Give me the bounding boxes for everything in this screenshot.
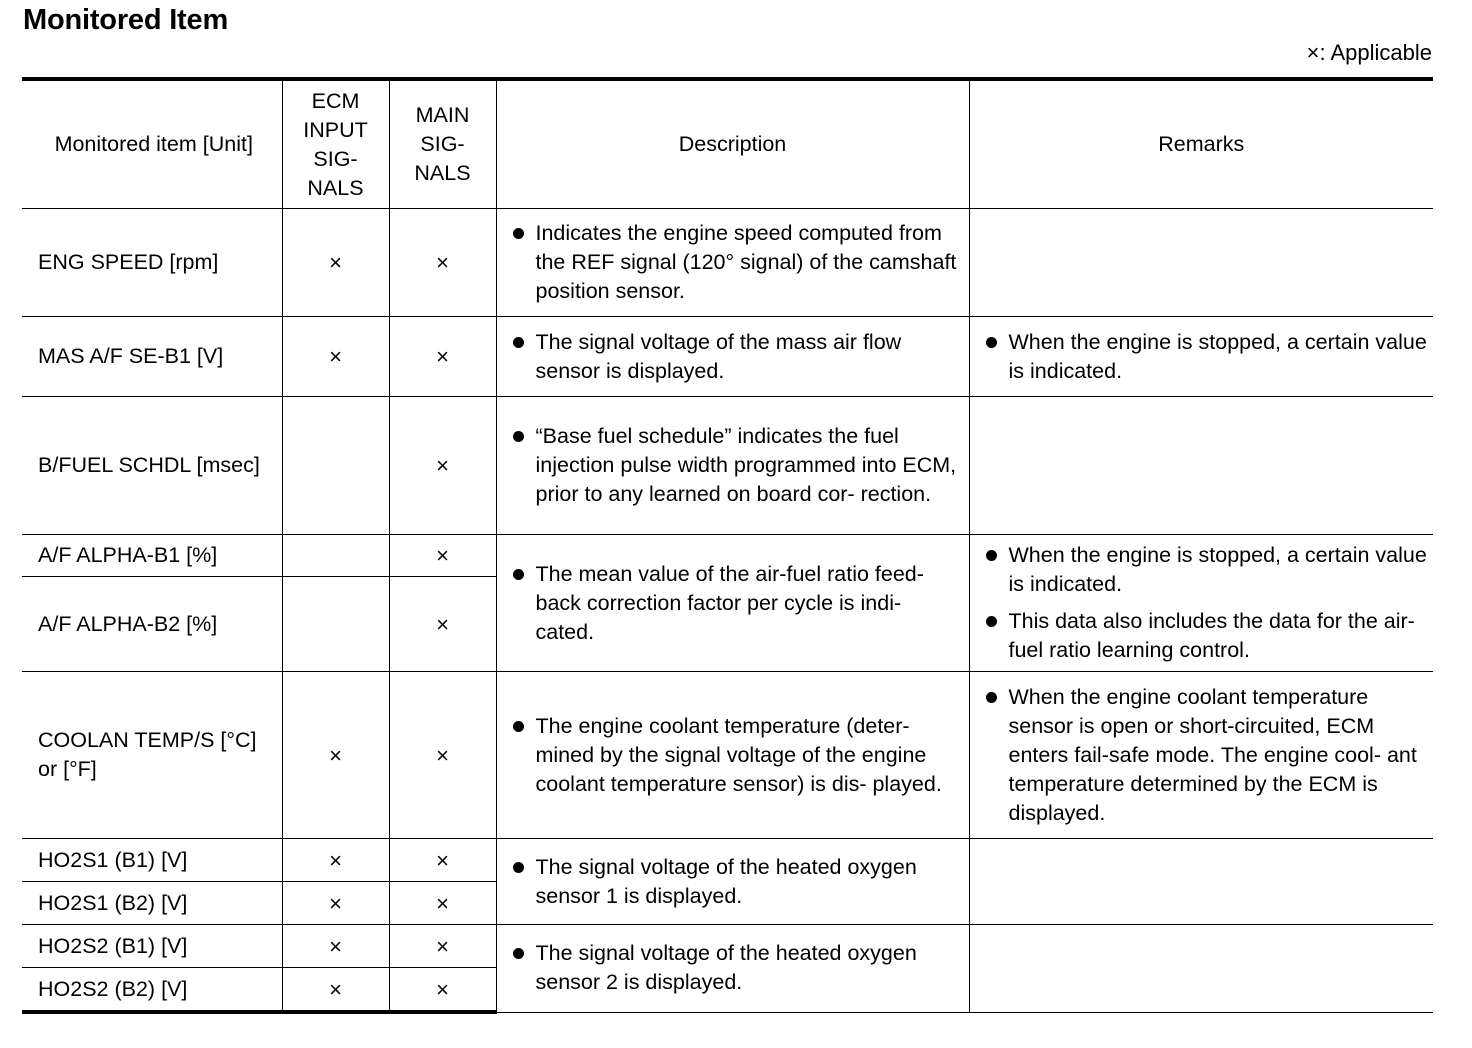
ecm-input-mark: × bbox=[282, 882, 389, 925]
remarks-bullet: When the engine is stopped, a certain value is indicated. bbox=[984, 541, 1428, 599]
table-row bbox=[22, 397, 1433, 535]
remarks-cell bbox=[969, 925, 1433, 1013]
page-title: Monitored Item bbox=[23, 4, 229, 36]
remarks-cell bbox=[969, 672, 1433, 839]
main-signal-mark: × bbox=[389, 209, 496, 317]
header-remarks: Remarks bbox=[969, 79, 1433, 209]
main-signal-mark: × bbox=[389, 839, 496, 882]
ecm-input-mark bbox=[282, 397, 389, 535]
item-name: HO2S1 (B1) [V] bbox=[22, 839, 282, 882]
description-cell bbox=[496, 839, 969, 925]
item-name: HO2S2 (B2) [V] bbox=[22, 968, 282, 1013]
table-row bbox=[22, 839, 1433, 882]
remarks-cell bbox=[969, 209, 1433, 317]
main-signal-mark: × bbox=[389, 882, 496, 925]
table-row bbox=[22, 317, 1433, 397]
main-signal-mark: × bbox=[389, 317, 496, 397]
description-cell bbox=[496, 209, 969, 317]
table-row bbox=[22, 535, 1433, 577]
header-ecm-input-signals: ECM INPUT SIG- NALS bbox=[282, 79, 389, 209]
item-name: MAS A/F SE-B1 [V] bbox=[22, 317, 282, 397]
remarks-bullet: When the engine is stopped, a certain value is indicated. bbox=[984, 328, 1428, 386]
main-signal-mark: × bbox=[389, 968, 496, 1013]
remarks-cell bbox=[969, 839, 1433, 925]
remarks-cell bbox=[969, 397, 1433, 535]
item-name: HO2S1 (B2) [V] bbox=[22, 882, 282, 925]
ecm-input-mark: × bbox=[282, 672, 389, 839]
description-bullet: The engine coolant temperature (deter- mined by the signal voltage of the engine coolant temperature sensor) is dis- played. bbox=[511, 712, 963, 799]
ecm-input-mark: × bbox=[282, 925, 389, 968]
description-bullet: Indicates the engine speed computed from the REF signal (120° signal) of the camshaft position sensor. bbox=[511, 219, 963, 306]
description-cell bbox=[496, 397, 969, 535]
monitored-item-table bbox=[22, 77, 1433, 1014]
main-signal-mark: × bbox=[389, 577, 496, 672]
header-description: Description bbox=[496, 79, 969, 209]
ecm-input-mark bbox=[282, 577, 389, 672]
remarks-bullet: This data also includes the data for the air-fuel ratio learning control. bbox=[984, 607, 1428, 665]
description-bullet: The signal voltage of the mass air flow sensor is displayed. bbox=[511, 328, 963, 386]
remarks-cell bbox=[969, 535, 1433, 672]
item-name: COOLAN TEMP/S [°C] or [°F] bbox=[22, 672, 282, 839]
description-cell bbox=[496, 317, 969, 397]
ecm-input-mark: × bbox=[282, 839, 389, 882]
applicable-legend: ×: Applicable bbox=[1306, 40, 1432, 65]
ecm-input-mark: × bbox=[282, 317, 389, 397]
description-cell bbox=[496, 925, 969, 1013]
description-bullet: The signal voltage of the heated oxygen sensor 2 is displayed. bbox=[511, 939, 963, 997]
description-bullet: “Base fuel schedule” indicates the fuel injection pulse width programmed into ECM, prior to any learned on board cor- rection. bbox=[511, 422, 963, 509]
main-signal-mark: × bbox=[389, 925, 496, 968]
table-row bbox=[22, 672, 1433, 839]
main-signal-mark: × bbox=[389, 535, 496, 577]
ecm-input-mark bbox=[282, 535, 389, 577]
item-name: HO2S2 (B1) [V] bbox=[22, 925, 282, 968]
item-name: ENG SPEED [rpm] bbox=[22, 209, 282, 317]
table-row bbox=[22, 925, 1433, 968]
header-main-signals: MAIN SIG- NALS bbox=[389, 79, 496, 209]
description-cell bbox=[496, 535, 969, 672]
item-name: A/F ALPHA-B2 [%] bbox=[22, 577, 282, 672]
header-monitored-item: Monitored item [Unit] bbox=[22, 79, 282, 209]
main-signal-mark: × bbox=[389, 397, 496, 535]
ecm-input-mark: × bbox=[282, 209, 389, 317]
table-row bbox=[22, 209, 1433, 317]
ecm-input-mark: × bbox=[282, 968, 389, 1013]
description-bullet: The mean value of the air-fuel ratio feed- back correction factor per cycle is indi- cated. bbox=[511, 560, 963, 647]
description-bullet: The signal voltage of the heated oxygen sensor 1 is displayed. bbox=[511, 853, 963, 911]
table-header-row bbox=[22, 79, 1433, 209]
item-name: A/F ALPHA-B1 [%] bbox=[22, 535, 282, 577]
main-signal-mark: × bbox=[389, 672, 496, 839]
remarks-bullet: When the engine coolant temperature sensor is open or short-circuited, ECM enters fail-safe mode. The engine cool- ant temperature determined by the ECM is displayed. bbox=[984, 683, 1428, 828]
description-cell bbox=[496, 672, 969, 839]
item-name: B/FUEL SCHDL [msec] bbox=[22, 397, 282, 535]
remarks-cell bbox=[969, 317, 1433, 397]
